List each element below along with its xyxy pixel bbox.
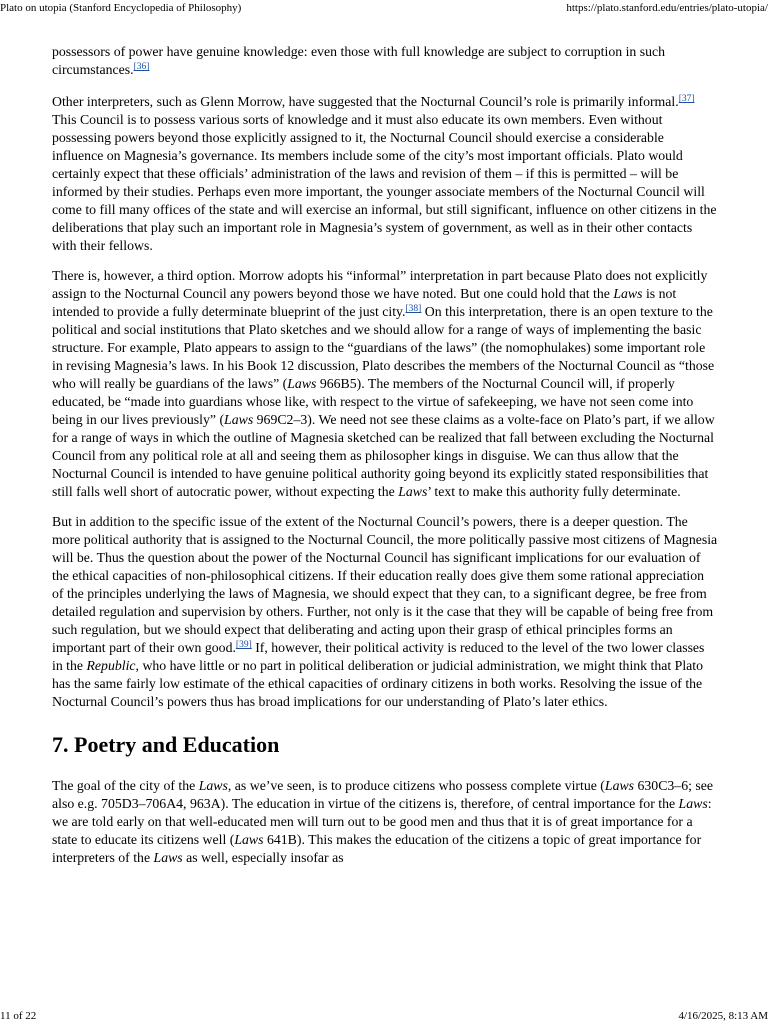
footnote-link-36[interactable]: [36] [133,62,150,72]
print-footer [0,1008,768,1024]
paragraph-3: There is, however, a third option. Morrow adopts his “informal” interpretation in part because Plato does not explicitly assign to the Nocturnal Council any powers beyond those we have noted. But one could hold that the Laws is not intended to provide a fully determinate blueprint of the just city.[38] On this interpretation, there is an open texture to the political and social institutions that Plato sketches and we should allow for a range of ways of implementing the basic structure. For example, Plato appears to assign to the “guardians of the laws” (the nomophulakes) some important role in revising Magnesia’s laws. In his Book 12 discussion, Plato describes the members of the Nocturnal Council as “those who will really be guardians of the laws” (Laws 966B5). The members of the Nocturnal Council will, if properly educated, be “made into guardians whose like, with respect to the virtue of safekeeping, we have not seen come into being in our lives previously” (Laws 969C2–3). We need not see these claims as a volte-face on Plato’s part, if we allow for a range of ways in which the outline of Magnesia sketched can be realized that fall between excluding the Nocturnal Council from any political role at all and seeing them as philosopher kings in disguise. We can thus allow that the Nocturnal Council is intended to have genuine political authority going beyond its explicitly stated responsibilities that still falls well short of autocratic power, without expecting the Laws’ text to make this authority fully determinate. [52,268,715,499]
paragraph-2: Other interpreters, such as Glenn Morrow, have suggested that the Nocturnal Council’s role is primarily informal.[37] This Council is to possess various sorts of knowledge and it must also educate its own members. Even without possessing powers beyond those explicitly assigned to it, the Nocturnal Council should exercise a considerable influence on Magnesia’s governance. Its members include some of the city’s most important officials. Plato would certainly expect that these officials’ administration of the laws and revision of them – if this is permitted – will be informed by their studies. Perhaps even more important, the younger associate members of the Nocturnal Council will come to fill many offices of the state and will exercise an informal, but still significant, influence on other citizens in the deliberations that play such an important role in Magnesia’s system of government, as well as in their other contacts with their fellows. [52,94,717,253]
section-heading: 7. Poetry and Education [52,732,280,757]
page-title: Plato on utopia (Stanford Encyclopedia of Philosophy) [0,2,242,14]
article-body [52,43,718,879]
paragraph-5: The goal of the city of the Laws, as we’ve seen, is to produce citizens who possess complete virtue (Laws 630C3–6; see also e.g. 705D3–706A4, 963A). The education in virtue of the citizens is, therefore, of central importance for the Laws: we are told early on that well-educated men will turn out to be good men and thus that it is of great importance for a state to educate its citizens well (Laws 641B). This makes the education of the citizens a topic of great importance for interpreters of the Laws as well, especially insofar as [52,778,714,865]
paragraph-1: possessors of power have genuine knowledge: even those with full knowledge are subject to corruption in such circumstances.[36] [52,44,666,77]
footnote-link-39[interactable]: [39] [235,640,252,650]
footnote-link-38[interactable]: [38] [405,304,422,314]
paragraph-4: But in addition to the specific issue of the extent of the Nocturnal Council’s powers, there is a deeper question. The more political authority that is assigned to the Nocturnal Council, the more politically passive most citizens of Magnesia will be. Thus the question about the power of the Nocturnal Council has significant implications for our evaluation of the ethical capacities of non-philosophical citizens. If their education really does give them some rational appreciation of the principles underlying the laws of Magnesia, we should expect that they can, to a significant degree, be free from detailed regulation and supervision by others. Further, not only is it the case that they will be capable of being free from such regulation, but we should expect that deliberating and acting upon their grasp of ethical principles forms an important part of their own good.[39] If, however, their political activity is reduced to the level of the two lower classes in the Republic, who have little or no part in political deliberation or judicial administration, we might think that Plato has the same fairly low estimate of the ethical capacities of ordinary citizens in both works. Resolving the issue of the Nocturnal Council’s powers thus has broad implications for our understanding of Plato’s later ethics. [52,514,718,709]
page-url: https://plato.stanford.edu/entries/plato-utopia/ [566,2,768,14]
print-header [0,0,768,16]
page-number: 11 of 22 [0,1010,37,1022]
print-datetime: 4/16/2025, 8:13 AM [678,1010,768,1022]
footnote-link-37[interactable]: [37] [678,94,695,104]
